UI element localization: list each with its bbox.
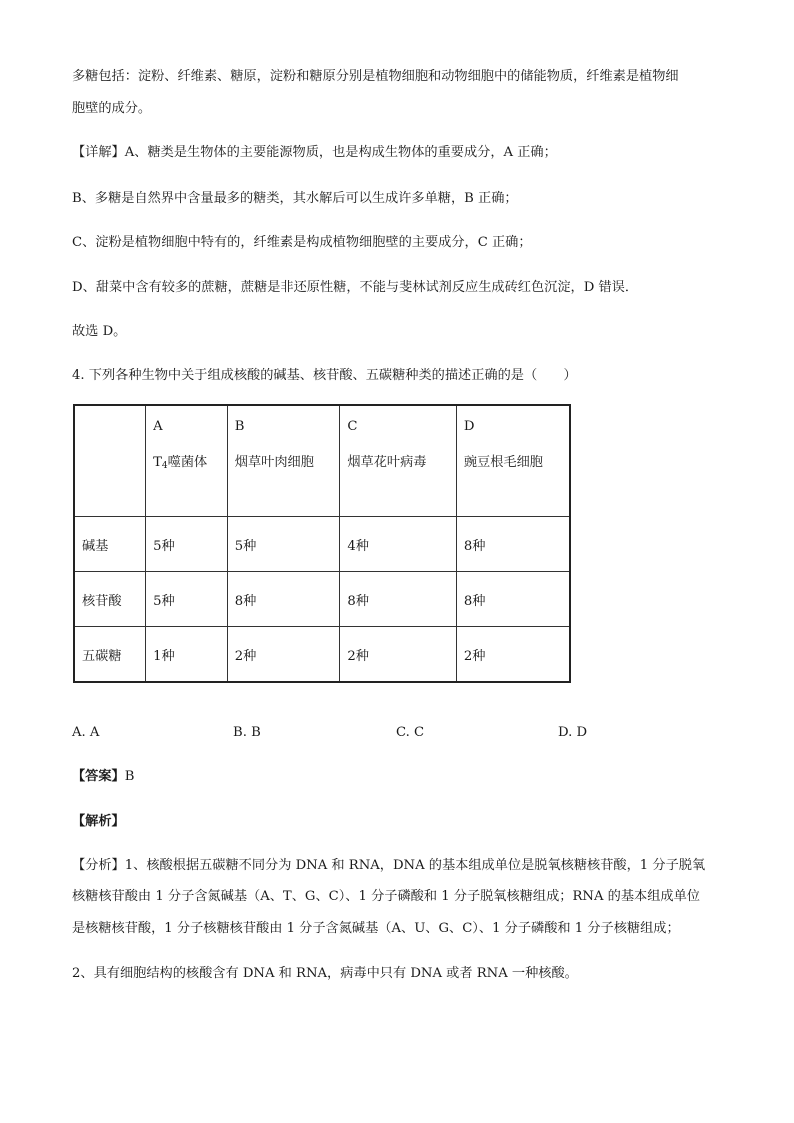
table-cell: 2种 — [456, 627, 570, 683]
table-cell: 4种 — [340, 517, 457, 572]
table-header-cell: B 烟草叶肉细胞 — [227, 405, 340, 517]
table-cell: 2种 — [340, 627, 457, 683]
table-cell: 8种 — [340, 572, 457, 627]
option-c: C. C — [396, 725, 425, 740]
table-row — [74, 627, 570, 683]
detail-d-text: D、甜菜中含有较多的蔗糖，蔗糖是非还原性糖，不能与斐林试剂反应生成砖红色沉淀，D 错误． — [72, 280, 639, 295]
table-header-cell: C 烟草花叶病毒 — [340, 405, 457, 517]
analysis-line: 是核糖核苷酸，1 分子核糖核苷酸由 1 分子含氮碱基（A、U、G、C）、1 分子磷酸和 1 分子核糖组成； — [72, 921, 680, 936]
detail-c-text: C、淀粉是植物细胞中特有的，纤维素是构成植物细胞壁的主要成分，C 正确； — [72, 235, 532, 250]
analysis-line: 核糖核苷酸由 1 分子含氮碱基（A、T、G、C）、1 分子磷酸和 1 分子脱氧核糖组成；RNA 的基本组成单位 — [72, 889, 700, 904]
table-cell: 8种 — [227, 572, 340, 627]
table-header-cell: A $T_4$噬菌体 — [146, 405, 228, 517]
option-b: B. B — [233, 725, 261, 740]
table-cell: 1种 — [146, 627, 228, 683]
detail-paragraph — [72, 144, 557, 162]
table-cell: 5种 — [227, 517, 340, 572]
table-cell: 8种 — [456, 572, 570, 627]
paragraph-line: 多糖包括：淀粉、纤维素、糖原，淀粉和糖原分别是植物细胞和动物细胞中的储能物质，纤维素是植物细 — [72, 69, 679, 84]
detail-a-text: A、糖类是生物体的主要能源物质，也是构成生物体的重要成分，A 正确； — [124, 145, 557, 160]
row-label: 核苷酸 — [74, 572, 146, 627]
row-label: 碱基 — [74, 517, 146, 572]
choose-answer-text: 故选 D。 — [72, 324, 127, 339]
table-cell: 8种 — [456, 517, 570, 572]
paragraph-line: 胞壁的成分。 — [72, 101, 152, 116]
table-cell: 5种 — [146, 572, 228, 627]
analysis-line: 2、具有细胞结构的核酸含有 DNA 和 RNA，病毒中只有 DNA 或者 RNA 一种核酸。 — [72, 966, 578, 981]
table-header-cell: D 豌豆根毛细胞 — [456, 405, 570, 517]
row-label: 五碳糖 — [74, 627, 146, 683]
table-cell: 5种 — [146, 517, 228, 572]
table-cell: 2种 — [227, 627, 340, 683]
option-a: A. A — [72, 725, 100, 740]
detail-b-text: B、多糖是自然界中含量最多的糖类，其水解后可以生成许多单糖，B 正确； — [72, 191, 518, 206]
table-row — [74, 572, 570, 627]
question-title: 4. 下列各种生物中关于组成核酸的碱基、核苷酸、五碳糖种类的描述正确的是（ ） — [72, 368, 577, 383]
answer-value: B — [124, 769, 135, 784]
detail-tag: 【详解】 — [72, 145, 125, 160]
option-d: D. D — [558, 725, 588, 740]
analysis-tag: 【解析】 — [72, 814, 125, 829]
table-header-row — [74, 405, 570, 517]
table-row — [74, 517, 570, 572]
answer-tag: 【答案】 — [72, 769, 125, 784]
answer-line — [72, 768, 134, 786]
nucleic-acid-table — [73, 404, 571, 683]
table-corner-cell — [74, 405, 146, 517]
analysis-line: 【分析】1、核酸根据五碳糖不同分为 DNA 和 RNA，DNA 的基本组成单位是脱氧核糖核苷酸，1 分子脱氧 — [72, 858, 706, 873]
